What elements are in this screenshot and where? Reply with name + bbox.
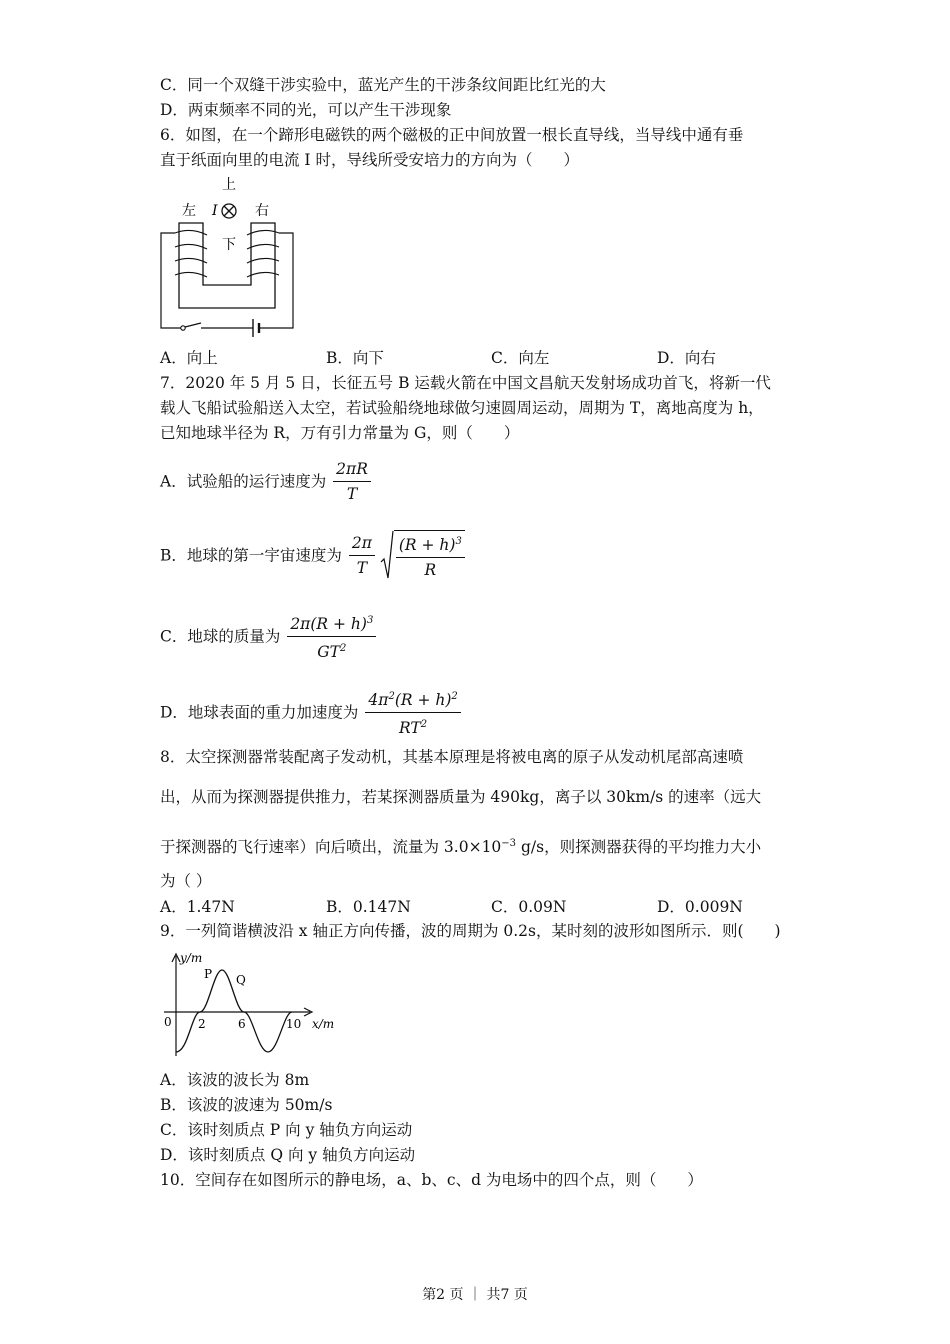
q8-stem-line1: 8．太空探测器常装配离子发动机，其基本原理是将被电离的原子从发动机尾部高速喷	[160, 748, 744, 766]
q8-stem-line3: 于探测器的飞行速率）向后喷出，流量为 $3.0\times 10^{-3}$ g/s，则探测器获得的平均推力大小	[160, 838, 762, 857]
q8-option-b: B．0.147N	[326, 898, 411, 916]
point-q-label: Q	[236, 973, 246, 987]
wire-right	[259, 233, 293, 328]
q8-option-d: D．0.009N	[657, 898, 743, 916]
q7-stem-line3: 已知地球半径为 R，万有引力常量为 G，则（ ）	[160, 424, 520, 442]
q6-stem-line2: 直于纸面向里的电流 I 时，导线所受安培力的方向为（ ）	[160, 151, 579, 169]
label-up: 上	[222, 177, 236, 193]
q6-option-a: A．向上	[160, 349, 218, 367]
q9-option-d: D．该时刻质点 Q 向 y 轴负方向运动	[160, 1146, 416, 1164]
q9-option-b: B．该波的波速为 50m/s	[160, 1096, 333, 1114]
label-right: 右	[255, 203, 269, 219]
q8-option-a: A．1.47N	[160, 898, 235, 916]
q10-stem-line1: 10．空间存在如图所示的静电场，a、b、c、d 为电场中的四个点，则（ ）	[160, 1171, 703, 1189]
q6-option-b: B．向下	[326, 349, 384, 367]
tick-6: 6	[238, 1017, 246, 1031]
q7-d-fraction: $\frac{4\pi^2(R + h)^2}{RT^2}$	[365, 686, 460, 739]
q7-option-d: D．地球表面的重力加速度为 $\frac{4\pi^2(R + h)^2}{RT^2}$	[160, 686, 461, 739]
q6-option-d: D．向右	[657, 349, 716, 367]
q6-option-c: C．向左	[491, 349, 550, 367]
y-axis-label: y/m	[180, 951, 203, 965]
switch-contact-icon	[181, 326, 185, 330]
q6-stem-line1: 6．如图，在一个蹄形电磁铁的两个磁极的正中间放置一根长直导线，当导线中通有垂	[160, 126, 744, 144]
current-into-page-icon	[222, 204, 236, 218]
q7-stem-line2: 载人飞船试验船送入太空，若试验船绕地球做匀速圆周运动，周期为 T，离地高度为 h，	[160, 399, 764, 417]
x-axis-label: x/m	[312, 1017, 335, 1031]
tick-2: 2	[198, 1017, 206, 1031]
label-down: 下	[222, 237, 236, 253]
q6-electromagnet-figure	[155, 173, 300, 338]
q9-option-c: C．该时刻质点 P 向 y 轴负方向运动	[160, 1121, 413, 1139]
q7-b-sqrt: $\frac{(R + h)^3}{R}$	[380, 530, 465, 581]
q9-stem-line1: 9．一列简谐横波沿 x 轴正方向传播，波的周期为 0.2s，某时刻的波形如图所示．则( )	[160, 922, 781, 940]
q8-stem-line4: 为（ ）	[160, 872, 212, 890]
q8-stem-line2: 出，从而为探测器提供推力，若某探测器质量为 490kg，离子以 30km/s 的速率（远大	[160, 788, 762, 806]
q7-a-fraction: $\frac{2\pi R}{T}$	[333, 458, 371, 505]
right-coil	[247, 230, 279, 277]
switch-icon	[185, 323, 201, 327]
q9-waveform-figure	[160, 948, 340, 1060]
label-current: I	[212, 203, 218, 219]
q8-option-c: C．0.09N	[491, 898, 567, 916]
q7-b-fraction: $\frac{2\pi}{T}$	[349, 532, 375, 579]
label-left: 左	[182, 203, 196, 219]
q7-stem-line1: 7．2020 年 5 月 5 日，长征五号 B 运载火箭在中国文昌航天发射场成功首飞，将新一代	[160, 374, 771, 392]
radical-sign-icon	[380, 530, 394, 582]
q9-option-a: A．该波的波长为 8m	[160, 1071, 310, 1089]
left-coil	[175, 230, 207, 277]
q5-option-d: D．两束频率不同的光，可以产生干涉现象	[160, 101, 452, 119]
wire-left	[161, 233, 181, 328]
q7-option-b: B．地球的第一宇宙速度为 $\frac{2\pi}{T}$ $\frac{(R + h)^3}{R}$	[160, 530, 465, 581]
q7-c-fraction: $\frac{2\pi(R + h)^3}{GT^2}$	[287, 610, 376, 663]
origin-label: 0	[164, 1015, 172, 1029]
tick-10: 10	[286, 1017, 302, 1031]
point-p-label: P	[204, 967, 213, 981]
u-core	[179, 223, 275, 308]
waveform-curve	[176, 970, 292, 1052]
q7-option-c: C．地球的质量为 $\frac{2\pi(R + h)^3}{GT^2}$	[160, 610, 376, 663]
q5-option-c: C．同一个双缝干涉实验中，蓝光产生的干涉条纹间距比红光的大	[160, 76, 606, 94]
page-footer: 第2 页 ｜ 共7 页	[422, 1287, 528, 1303]
q7-option-a: A．试验船的运行速度为 $\frac{2\pi R}{T}$	[160, 458, 371, 505]
